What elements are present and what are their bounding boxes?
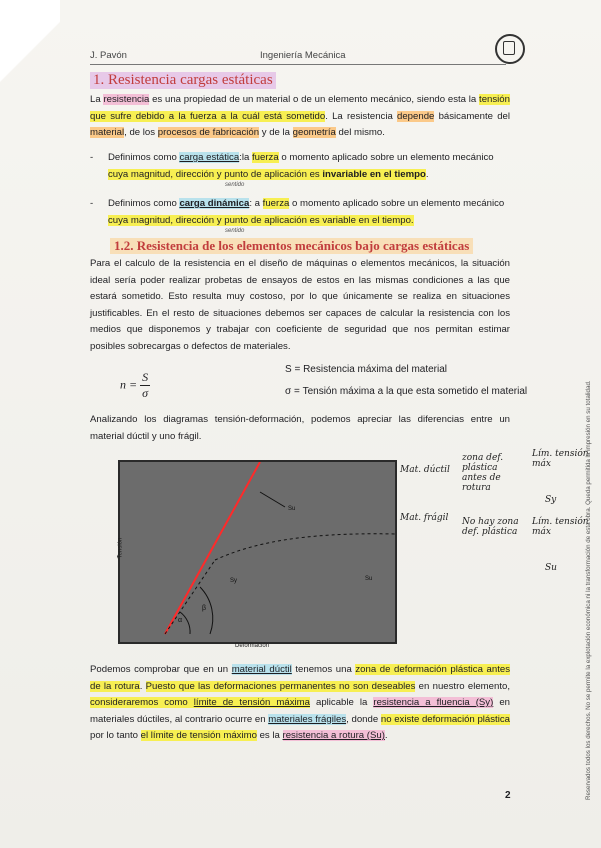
text: y de la: [259, 127, 293, 138]
formula-numerator: S: [142, 370, 149, 384]
bullet-dynamic-load: [90, 196, 508, 229]
formula-denominator: σ: [142, 386, 149, 400]
term: carga estática: [179, 152, 240, 163]
safety-factor-formula: [120, 370, 150, 401]
text: Podemos comprobar que en un: [90, 664, 232, 675]
university-seal-icon: [495, 34, 525, 64]
formula-fraction: [140, 370, 150, 401]
highlight: zona de deformación plástica antes de la rotura: [90, 664, 510, 692]
highlight: tensión que sufre debido a la fuerza a la cuál está sometido: [90, 94, 510, 122]
highlight: geometría: [292, 127, 336, 138]
text: Definimos como: [108, 152, 180, 163]
highlight: fuerza: [252, 152, 279, 163]
text: en nuestro elemento,: [415, 680, 510, 692]
note-brittle: Mat. frágil: [400, 513, 449, 523]
text: , de los: [124, 127, 158, 138]
bullet-dash: -: [90, 152, 94, 163]
handwritten-note: sentido: [225, 228, 245, 234]
formula-lhs: n =: [120, 377, 138, 392]
diagram-svg: [120, 462, 395, 642]
highlight: material: [90, 127, 125, 138]
ductile-line: [165, 462, 260, 634]
text: . La resistencia: [325, 110, 398, 122]
note-brittle-su: Su: [545, 563, 557, 573]
text: :la: [239, 152, 252, 163]
label-beta: β: [202, 605, 207, 612]
intro-paragraph: [90, 92, 510, 142]
text: es la: [256, 730, 283, 741]
note-ductile-limit: Lím. tensión máx: [532, 449, 589, 469]
highlight: procesos de fabricación: [157, 127, 260, 138]
text: o momento aplicado sobre un elemento mecánico: [289, 198, 505, 209]
highlight: invariable en el tiempo: [322, 168, 426, 180]
plastic-curve: [215, 534, 395, 560]
text: aplicable la: [309, 697, 374, 708]
diagram-intro: Analizando los diagramas tensión-deformación, podemos apreciar las diferencias entre un material dúctil y uno frágil.: [90, 414, 510, 442]
note-brittle-plastic: No hay zona def. plástica: [462, 517, 519, 537]
bullet-dash: -: [90, 198, 94, 209]
definition-s: S = Resistencia máxima del material: [285, 364, 448, 375]
text: tenemos una: [291, 664, 356, 675]
section-title: 1. Resistencia cargas estáticas: [90, 72, 276, 89]
text: .: [139, 680, 146, 692]
text: La: [90, 94, 104, 105]
definition-sigma: σ = Tensión máxima a la que esta sometido el material: [285, 386, 528, 397]
text: en materiales dúctiles, al contrario ocurre en: [90, 697, 510, 725]
page-number: 2: [505, 790, 511, 801]
highlight: consideraremos como: [90, 697, 194, 708]
text: .: [384, 730, 388, 741]
conclusion-paragraph: [90, 662, 510, 745]
su-pointer: [260, 492, 285, 507]
term-resistencia: resistencia: [103, 94, 150, 105]
label-sy: Sy: [230, 578, 238, 584]
handwritten-note: sentido: [225, 182, 245, 188]
header-divider: [90, 64, 506, 65]
text: Definimos como: [108, 198, 180, 209]
note-brittle-limit: Lím. tensión máx: [532, 517, 589, 537]
highlight: resistencia a rotura (Su): [282, 730, 385, 741]
term: material dúctil: [231, 664, 292, 675]
header-author: J. Pavón: [90, 50, 127, 61]
handwritten-notes: [400, 445, 600, 585]
highlight: resistencia a fluencia (Sy): [373, 697, 494, 708]
highlight: el límite de tensión máximo: [140, 730, 257, 741]
highlight: cuya magnitud, dirección y punto de aplicación es variable en el tiempo.: [108, 214, 414, 226]
text: .: [425, 168, 429, 180]
term: carga dinámica: [179, 198, 250, 209]
label-su-right: Su: [365, 576, 373, 582]
subsection-title: 1.2. Resistencia de los elementos mecánicos bajo cargas estáticas: [110, 238, 473, 254]
highlight: no existe deformación plástica: [380, 713, 510, 725]
highlight: fuerza: [262, 198, 290, 209]
x-axis-label: Deformación: [235, 643, 270, 649]
header-course: Ingeniería Mecánica: [260, 50, 346, 61]
label-su-top: Su: [288, 506, 296, 512]
note-ductile: Mat. dúctil: [400, 465, 450, 475]
highlight: Puesto que las: [145, 680, 214, 692]
highlight: depende: [397, 110, 435, 122]
page-curl: [0, 0, 60, 120]
bullet-static-load: [90, 150, 508, 183]
note-ductile-plastic: zona def. plástica antes de rotura: [462, 453, 504, 493]
text: : a: [249, 198, 263, 209]
copyright-sidebar: Reservados todos los derechos. No se permite la explotación económica ni la transformación de esta obra. Queda permitida la impresión en su totalidad.: [585, 380, 592, 800]
highlight: límite de tensión máxima: [193, 697, 310, 708]
text: básicamente del: [434, 110, 510, 122]
highlight: cuya magnitud, dirección y punto de aplicación es: [108, 168, 323, 180]
text: es una propiedad de un material o de un elemento mecánico, siendo esta la: [149, 94, 480, 105]
y-axis-label: Tensión: [117, 537, 124, 559]
term: materiales frágiles: [268, 713, 347, 725]
label-alpha: α: [178, 617, 183, 624]
text: del mismo.: [335, 127, 385, 138]
text: por lo tanto: [90, 730, 141, 741]
note-ductile-sy: Sy: [545, 495, 557, 505]
text: o momento aplicado sobre un elemento mecánico: [278, 152, 494, 163]
design-paragraph: Para el calculo de la resistencia en el diseño de máquinas o elementos mecánicos, la situación ideal sería poder realizar probetas de ensayos de estos en las mismas condiciones a las que estará sometido. Esto resulta muy costoso, por lo que únicamente se realiza en situaciones justificables. En el resto de situaciones debemos ser capaces de calcular la resistencia con los medios que disponemos y trabajar con coeficiente de seguridad que nos permitan estimar posibles sobrecargas o defectos de materiales.: [90, 258, 510, 352]
stress-strain-diagram: [118, 460, 397, 644]
text: , donde: [346, 713, 381, 725]
highlight: deformaciones permanentes no son deseables: [213, 680, 416, 692]
